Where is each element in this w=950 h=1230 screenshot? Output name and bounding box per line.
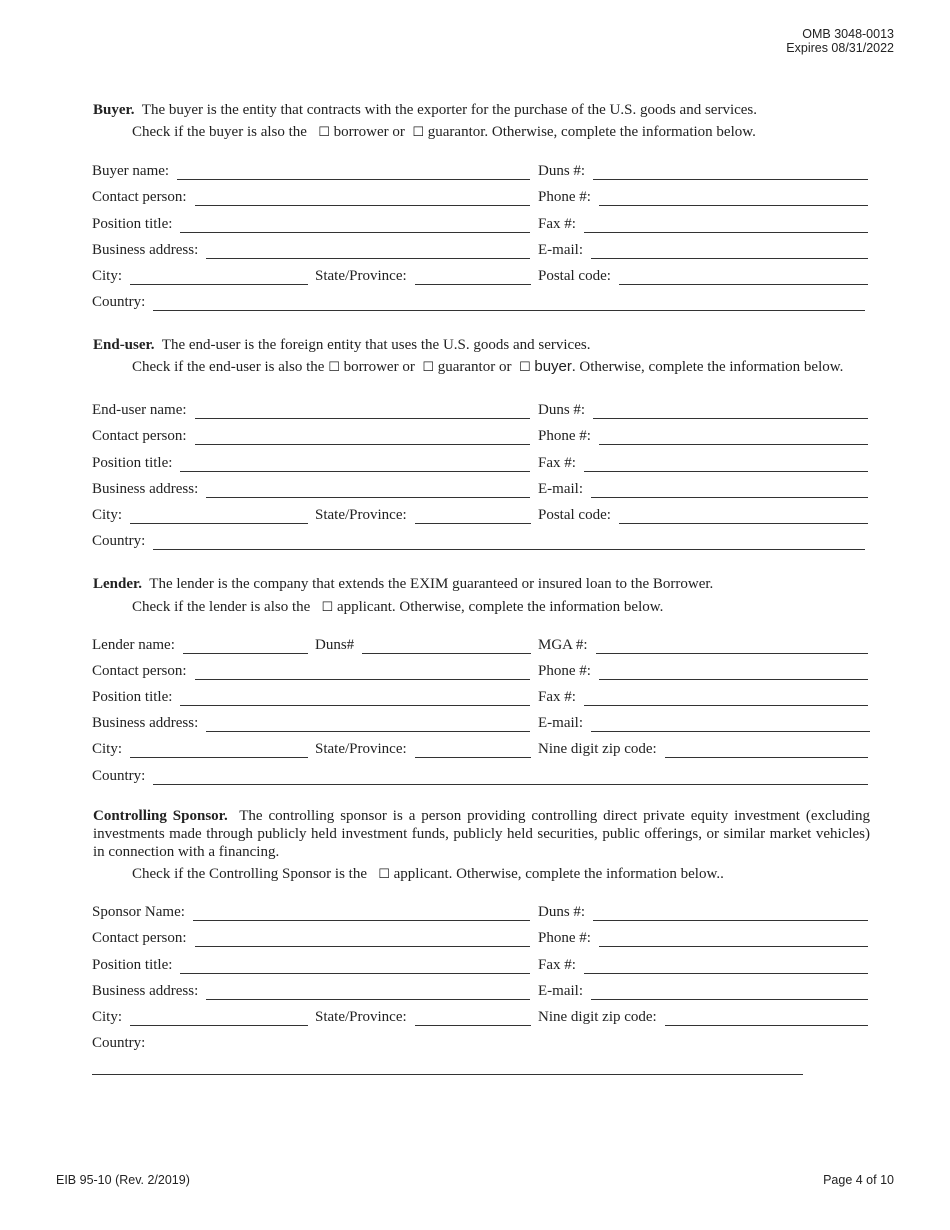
enduser-fax-line[interactable] — [584, 457, 868, 472]
sponsor-zip-field[interactable] — [538, 1006, 868, 1026]
lender-position-line[interactable] — [180, 691, 530, 706]
sponsor-name-label: Sponsor Name: — [92, 904, 185, 920]
buyer-fax-line[interactable] — [584, 218, 868, 233]
enduser-address-line[interactable] — [206, 483, 530, 498]
lender-country-field[interactable] — [92, 765, 868, 785]
sponsor-description: The controlling sponsor is a person providing controlling direct private equity investment (excluding investments made through publicly held investment funds, publicly held securities, public offerings, or similar market vehicles) in connection with a financing. — [93, 808, 870, 860]
buyer-state-line[interactable] — [415, 270, 531, 285]
buyer-duns-field[interactable] — [538, 160, 868, 180]
lender-contact-field[interactable] — [92, 660, 530, 680]
enduser-position-field[interactable] — [92, 452, 530, 472]
buyer-description: The buyer is the entity that contracts with the exporter for the purchase of the U.S. goods and services. — [141, 102, 758, 118]
sponsor-email-label: E-mail: — [538, 983, 583, 999]
buyer-address-field[interactable] — [92, 239, 530, 259]
buyer-contact-field[interactable] — [92, 186, 530, 206]
lender-name-field[interactable] — [92, 634, 308, 654]
lender-contact-line[interactable] — [195, 665, 530, 680]
enduser-state-field[interactable] — [315, 504, 531, 524]
buyer-city-field[interactable] — [92, 265, 308, 285]
buyer-position-label: Position title: — [92, 216, 173, 232]
enduser-email-field[interactable] — [538, 478, 868, 498]
enduser-state-line[interactable] — [415, 509, 531, 524]
sponsor-fax-label: Fax #: — [538, 957, 576, 973]
enduser-contact-field[interactable] — [92, 425, 530, 445]
sponsor-zip-label: Nine digit zip code: — [538, 1009, 657, 1025]
sponsor-phone-label: Phone #: — [538, 930, 591, 946]
enduser-city-label: City: — [92, 507, 123, 523]
sponsor-position-line[interactable] — [180, 959, 530, 974]
form-number: EIB 95-10 (Rev. 2/2019) — [56, 1173, 190, 1187]
sponsor-name-line[interactable] — [193, 906, 530, 921]
expiration-date: Expires 08/31/2022 — [786, 41, 894, 55]
buyer-city-line[interactable] — [130, 270, 308, 285]
omb-number: OMB 3048-0013 — [802, 27, 894, 41]
lender-email-field[interactable] — [538, 712, 870, 732]
enduser-fax-field[interactable] — [538, 452, 868, 472]
enduser-name-label: End-user name: — [92, 402, 187, 418]
buyer-postal-field[interactable] — [538, 265, 868, 285]
enduser-phone-line[interactable] — [599, 430, 868, 445]
lender-applicant-label: applicant. Otherwise, complete the information below. — [336, 599, 664, 615]
enduser-phone-label: Phone #: — [538, 428, 591, 444]
sponsor-phone-line[interactable] — [599, 932, 868, 947]
sponsor-position-label: Position title: — [92, 957, 173, 973]
buyer-email-line[interactable] — [591, 244, 868, 259]
buyer-duns-label: Duns #: — [538, 163, 586, 179]
sponsor-address-line[interactable] — [206, 985, 530, 1000]
enduser-contact-line[interactable] — [195, 430, 530, 445]
enduser-phone-field[interactable] — [538, 425, 868, 445]
enduser-email-label: E-mail: — [538, 481, 583, 497]
sponsor-city-label: City: — [92, 1009, 123, 1025]
lender-position-field[interactable] — [92, 686, 530, 706]
lender-country-label: Country: — [92, 768, 146, 784]
lender-zip-line[interactable] — [665, 743, 868, 758]
buyer-email-field[interactable] — [538, 239, 868, 259]
lender-duns-label: Duns# — [315, 637, 355, 653]
lender-zip-field[interactable] — [538, 738, 868, 758]
lender-name-line[interactable] — [183, 639, 308, 654]
sponsor-email-field[interactable] — [538, 980, 868, 1000]
buyer-name-line[interactable] — [177, 165, 530, 180]
lender-position-label: Position title: — [92, 689, 173, 705]
lender-address-line[interactable] — [206, 717, 530, 732]
sponsor-fax-line[interactable] — [584, 959, 868, 974]
sponsor-fax-field[interactable] — [538, 954, 868, 974]
enduser-borrower-checkbox[interactable]: ☐ — [328, 360, 340, 375]
form-header — [786, 27, 894, 55]
lender-fax-field[interactable] — [538, 686, 868, 706]
enduser-postal-line[interactable] — [619, 509, 868, 524]
sponsor-position-field[interactable] — [92, 954, 530, 974]
lender-check-text: Check if the lender is also the — [132, 599, 311, 615]
sponsor-phone-field[interactable] — [538, 927, 868, 947]
sponsor-contact-label: Contact person: — [92, 930, 187, 946]
enduser-city-line[interactable] — [130, 509, 308, 524]
sponsor-contact-field[interactable] — [92, 927, 530, 947]
lender-state-line[interactable] — [415, 743, 531, 758]
enduser-description: The end-user is the foreign entity that uses the U.S. goods and services. — [161, 337, 591, 353]
lender-fax-label: Fax #: — [538, 689, 576, 705]
buyer-name-field[interactable] — [92, 160, 530, 180]
enduser-email-line[interactable] — [591, 483, 868, 498]
lender-mga-field[interactable] — [538, 634, 868, 654]
enduser-borrower-label: borrower or — [343, 359, 415, 375]
lender-section-intro — [93, 575, 713, 593]
enduser-postal-field[interactable] — [538, 504, 868, 524]
sponsor-state-field[interactable] — [315, 1006, 531, 1026]
enduser-fax-label: Fax #: — [538, 455, 576, 471]
lender-country-line[interactable] — [153, 770, 868, 785]
sponsor-contact-line[interactable] — [195, 932, 530, 947]
sponsor-city-field[interactable] — [92, 1006, 308, 1026]
lender-email-label: E-mail: — [538, 715, 583, 731]
lender-state-field[interactable] — [315, 738, 531, 758]
buyer-address-line[interactable] — [206, 244, 530, 259]
buyer-city-label: City: — [92, 268, 123, 284]
sponsor-address-field[interactable] — [92, 980, 530, 1000]
buyer-postal-line[interactable] — [619, 270, 868, 285]
buyer-phone-field[interactable] — [538, 186, 868, 206]
buyer-email-label: E-mail: — [538, 242, 583, 258]
lender-address-field[interactable] — [92, 712, 530, 732]
sponsor-duns-label: Duns #: — [538, 904, 586, 920]
buyer-country-field[interactable] — [92, 291, 865, 311]
enduser-check-post: . Otherwise, complete the information below. — [571, 359, 844, 375]
enduser-position-line[interactable] — [180, 457, 530, 472]
sponsor-country-field[interactable] — [92, 1032, 292, 1052]
lender-title: Lender. — [93, 576, 143, 592]
enduser-country-field[interactable] — [92, 530, 865, 550]
enduser-address-label: Business address: — [92, 481, 199, 497]
sponsor-applicant-label: applicant. Otherwise, complete the information below.. — [393, 866, 724, 882]
buyer-check-text: Check if the buyer is also the — [132, 124, 307, 140]
enduser-name-field[interactable] — [92, 399, 530, 419]
buyer-phone-line[interactable] — [599, 191, 868, 206]
buyer-position-field[interactable] — [92, 213, 530, 233]
lender-email-line[interactable] — [591, 717, 870, 732]
sponsor-check-text: Check if the Controlling Sponsor is the — [132, 866, 367, 882]
enduser-guarantor-label: guarantor or — [437, 359, 512, 375]
page-number: Page 4 of 10 — [823, 1173, 894, 1187]
buyer-fax-field[interactable] — [538, 213, 868, 233]
lender-description: The lender is the company that extends the EXIM guaranteed or insured loan to the Borrower. — [149, 576, 714, 592]
enduser-duns-label: Duns #: — [538, 402, 586, 418]
enduser-title: End-user. — [93, 337, 155, 353]
enduser-check-text: Check if the end-user is also the — [132, 359, 325, 375]
sponsor-duns-line[interactable] — [593, 906, 868, 921]
lender-name-label: Lender name: — [92, 637, 175, 653]
buyer-state-label: State/Province: — [315, 268, 407, 284]
buyer-guarantor-checkbox[interactable]: ☐ — [412, 125, 425, 140]
enduser-postal-label: Postal code: — [538, 507, 611, 523]
enduser-duns-field[interactable] — [538, 399, 868, 419]
enduser-country-label: Country: — [92, 533, 146, 549]
enduser-duns-line[interactable] — [593, 404, 868, 419]
sponsor-check-line — [132, 865, 724, 884]
sponsor-zip-line[interactable] — [665, 1011, 868, 1026]
buyer-contact-line[interactable] — [195, 191, 530, 206]
enduser-position-label: Position title: — [92, 455, 173, 471]
buyer-borrower-label: borrower or — [333, 124, 405, 140]
sponsor-country-line[interactable] — [92, 1074, 803, 1075]
sponsor-section-intro — [93, 807, 870, 861]
buyer-position-line[interactable] — [180, 218, 530, 233]
lender-city-field[interactable] — [92, 738, 308, 758]
sponsor-applicant-checkbox[interactable]: ☐ — [378, 867, 390, 882]
lender-phone-label: Phone #: — [538, 663, 591, 679]
enduser-name-line[interactable] — [195, 404, 530, 419]
sponsor-name-field[interactable] — [92, 901, 530, 921]
lender-duns-field[interactable] — [315, 634, 531, 654]
lender-mga-line[interactable] — [596, 639, 868, 654]
lender-city-label: City: — [92, 741, 123, 757]
enduser-section-intro — [93, 336, 590, 354]
lender-mga-label: MGA #: — [538, 637, 588, 653]
sponsor-email-line[interactable] — [591, 985, 868, 1000]
buyer-duns-line[interactable] — [593, 165, 868, 180]
buyer-guarantor-label: guarantor. Otherwise, complete the information below. — [427, 124, 756, 140]
enduser-contact-label: Contact person: — [92, 428, 187, 444]
lender-state-label: State/Province: — [315, 741, 407, 757]
enduser-buyer-checkbox[interactable]: ☐ — [518, 360, 531, 375]
lender-zip-label: Nine digit zip code: — [538, 741, 657, 757]
lender-check-line — [132, 598, 663, 617]
buyer-name-label: Buyer name: — [92, 163, 170, 179]
enduser-address-field[interactable] — [92, 478, 530, 498]
buyer-check-line — [132, 123, 756, 142]
lender-fax-line[interactable] — [584, 691, 868, 706]
enduser-guarantor-checkbox[interactable]: ☐ — [422, 360, 434, 375]
sponsor-country-label: Country: — [92, 1035, 146, 1051]
enduser-city-field[interactable] — [92, 504, 308, 524]
buyer-address-label: Business address: — [92, 242, 199, 258]
lender-applicant-checkbox[interactable]: ☐ — [321, 600, 334, 615]
enduser-check-line — [132, 358, 843, 377]
sponsor-state-line[interactable] — [415, 1011, 531, 1026]
buyer-title: Buyer. — [93, 102, 135, 118]
enduser-state-label: State/Province: — [315, 507, 407, 523]
sponsor-title: Controlling Sponsor. — [93, 808, 228, 824]
buyer-borrower-checkbox[interactable]: ☐ — [318, 125, 330, 140]
sponsor-city-line[interactable] — [130, 1011, 308, 1026]
sponsor-address-label: Business address: — [92, 983, 199, 999]
enduser-country-line[interactable] — [153, 535, 865, 550]
buyer-fax-label: Fax #: — [538, 216, 576, 232]
sponsor-state-label: State/Province: — [315, 1009, 407, 1025]
lender-duns-line[interactable] — [362, 639, 531, 654]
sponsor-duns-field[interactable] — [538, 901, 868, 921]
lender-contact-label: Contact person: — [92, 663, 187, 679]
buyer-postal-label: Postal code: — [538, 268, 611, 284]
buyer-state-field[interactable] — [315, 265, 531, 285]
buyer-section-intro — [93, 101, 757, 119]
lender-city-line[interactable] — [130, 743, 308, 758]
lender-phone-line[interactable] — [599, 665, 868, 680]
buyer-phone-label: Phone #: — [538, 189, 591, 205]
lender-address-label: Business address: — [92, 715, 199, 731]
buyer-country-line[interactable] — [153, 296, 865, 311]
buyer-contact-label: Contact person: — [92, 189, 187, 205]
buyer-country-label: Country: — [92, 294, 146, 310]
enduser-buyer-label: buyer — [534, 358, 572, 375]
lender-phone-field[interactable] — [538, 660, 868, 680]
